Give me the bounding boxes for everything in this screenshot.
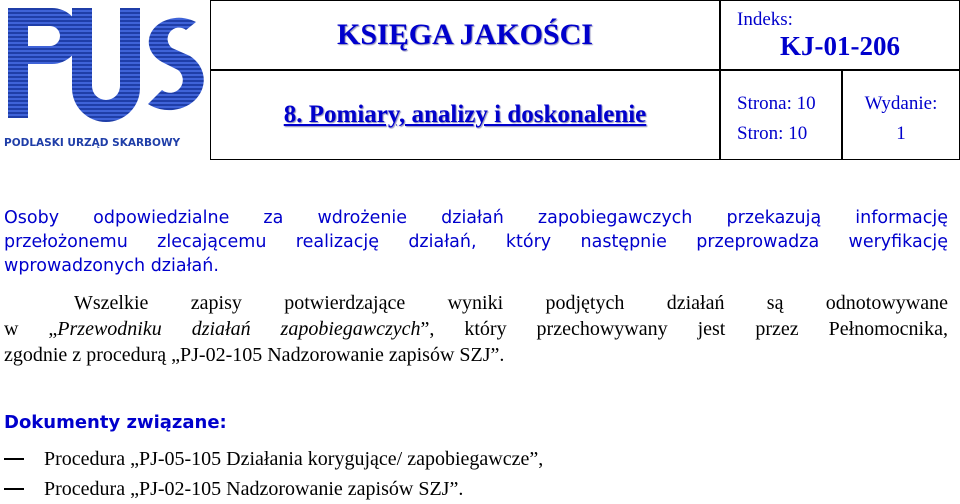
- paragraph-line: [4, 316, 948, 342]
- dash-bullet: [4, 488, 24, 490]
- logo-graphic: [0, 0, 210, 160]
- paragraph-records: [4, 290, 948, 368]
- paragraph-preventive-actions: [4, 206, 948, 278]
- header-title-cell: [210, 0, 720, 70]
- header-chapter-cell: [210, 70, 720, 160]
- list-item: [4, 476, 463, 502]
- header-index-cell: [720, 0, 960, 70]
- logo-caption: PODLASKI URZĄD SKARBOWY: [4, 137, 181, 149]
- list-item: [4, 446, 543, 472]
- header-pages-cell: [720, 70, 842, 160]
- document-title: KSIĘGA JAKOŚCI: [337, 18, 593, 51]
- chapter-title: 8. Pomiary, analizy i doskonalenie: [283, 101, 647, 128]
- logo: [0, 0, 210, 160]
- paragraph-line: Osoby odpowiedzialne za wdrożenie działań zapobiegawczych przekazują informację: [4, 208, 948, 228]
- edition-value: 1: [896, 123, 906, 144]
- guide-title: Przewodniku działań zapobiegawczych: [57, 318, 421, 340]
- paragraph-line: wprowadzonych działań.: [4, 256, 219, 276]
- dash-bullet: [4, 458, 24, 460]
- paragraph-line: zgodnie z procedurą „PJ-02-105 Nadzorowanie zapisów SZJ”.: [4, 344, 505, 366]
- paragraph-line: Wszelkie zapisy potwierdzające wyniki podjętych działań są odnotowywane: [74, 292, 948, 314]
- index-value: KJ-01-206: [780, 31, 900, 61]
- page-number: Strona: 10: [737, 93, 816, 114]
- edition-label: Wydanie:: [864, 93, 938, 114]
- related-document: Procedura „PJ-05-105 Działania korygujące/ zapobiegawcze”,: [44, 448, 544, 470]
- page-count: Stron: 10: [737, 123, 808, 144]
- related-documents-heading: Dokumenty związane:: [4, 412, 227, 433]
- index-label: Indeks:: [737, 9, 793, 30]
- text-fragment: w „: [4, 318, 58, 340]
- header-edition-cell: [842, 70, 960, 160]
- related-document: Procedura „PJ-02-105 Nadzorowanie zapisów SZJ”.: [44, 478, 464, 500]
- paragraph-line: przełożonemu zlecającemu realizację działań, który następnie przeprowadza weryfikację: [4, 232, 948, 252]
- text-fragment: ”, który przechowywany jest przez Pełnomocnika,: [420, 318, 948, 340]
